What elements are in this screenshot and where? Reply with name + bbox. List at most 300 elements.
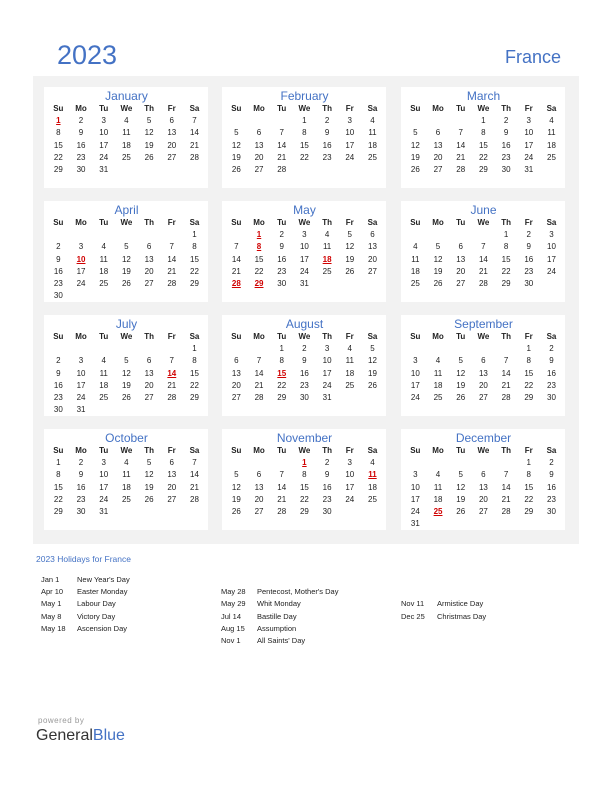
empty-cell	[293, 164, 316, 176]
week-row	[225, 254, 384, 266]
day-cell: 12	[456, 482, 466, 492]
country-title: France	[504, 47, 561, 67]
day-cell: 22	[501, 266, 511, 276]
month-july	[44, 315, 208, 416]
day-cell: 31	[76, 405, 86, 415]
empty-cell	[248, 115, 271, 127]
day-cell: 1	[503, 230, 509, 240]
weekday-label: Th	[501, 218, 511, 227]
day-cell: 21	[277, 152, 287, 162]
month-name: May	[293, 203, 316, 217]
day-cell: 16	[322, 140, 332, 150]
day-cell: 7	[279, 128, 284, 138]
holiday-date: Nov 11	[401, 599, 425, 609]
week-row	[225, 127, 384, 139]
week-row	[47, 404, 206, 416]
day-cell: 12	[144, 128, 154, 138]
week-row	[404, 115, 563, 127]
day-cell: 11	[322, 242, 332, 252]
weekday-label: Mo	[432, 332, 444, 341]
day-cell: 12	[144, 470, 154, 480]
day-cell: 24	[345, 494, 355, 504]
day-cell: 20	[478, 380, 488, 390]
holiday-row	[221, 635, 338, 647]
day-cell: 2	[526, 230, 531, 240]
day-cell: 25	[410, 278, 420, 288]
day-cell: 4	[413, 242, 418, 252]
day-cell: 7	[192, 458, 197, 468]
day-cell: 27	[368, 266, 377, 276]
weekday-header	[404, 331, 563, 343]
empty-cell	[160, 290, 183, 302]
day-cell: 27	[433, 164, 443, 174]
weekday-label: Su	[53, 218, 64, 227]
empty-cell	[270, 115, 293, 127]
weekday-label: Mo	[253, 332, 265, 341]
day-cell: 30	[76, 164, 86, 174]
day-cell: 11	[122, 128, 131, 138]
weekday-label: Th	[501, 104, 511, 113]
day-cell: 10	[410, 368, 420, 378]
day-cell: 20	[456, 266, 466, 276]
weekday-label: Th	[322, 332, 332, 341]
holiday-name: Ascension Day	[77, 623, 128, 633]
holiday-day: 10	[76, 254, 86, 264]
day-cell: 7	[503, 356, 509, 366]
day-cell: 28	[501, 392, 511, 402]
day-cell: 22	[478, 152, 488, 162]
weekday-label: Su	[410, 446, 421, 455]
empty-cell	[338, 506, 361, 518]
day-cell: 8	[56, 470, 61, 480]
day-cell: 12	[231, 140, 241, 150]
empty-cell	[404, 115, 427, 127]
week-row	[225, 506, 384, 518]
holiday-column	[221, 586, 338, 647]
empty-cell	[115, 229, 138, 241]
weekday-label: Mo	[75, 218, 87, 227]
day-cell: 10	[99, 128, 109, 138]
empty-cell	[183, 290, 206, 302]
day-cell: 5	[124, 242, 129, 252]
day-cell: 10	[322, 356, 332, 366]
day-cell: 21	[190, 482, 199, 492]
day-cell: 24	[410, 392, 420, 402]
week-row	[404, 482, 563, 494]
empty-cell	[115, 290, 138, 302]
day-cell: 11	[99, 254, 108, 264]
day-cell: 17	[76, 380, 86, 390]
day-cell: 31	[299, 278, 309, 288]
day-cell: 28	[277, 164, 287, 174]
day-cell: 26	[121, 392, 131, 402]
day-cell: 24	[76, 392, 86, 402]
day-cell: 18	[433, 494, 443, 504]
holiday-row	[221, 598, 338, 610]
week-row	[225, 241, 384, 253]
day-cell: 26	[231, 164, 241, 174]
day-cell: 27	[254, 506, 264, 516]
day-cell: 19	[456, 380, 466, 390]
empty-cell	[115, 164, 138, 176]
weekday-label: Th	[501, 446, 511, 455]
month-september	[401, 315, 565, 416]
holiday-date: Nov 1	[221, 635, 241, 645]
holiday-date: Jul 14	[221, 611, 242, 621]
week-row	[404, 229, 563, 241]
day-cell: 29	[53, 506, 63, 516]
day-cell: 11	[411, 254, 420, 264]
month-name: January	[105, 89, 148, 103]
day-cell: 6	[169, 458, 174, 468]
day-cell: 20	[231, 380, 241, 390]
week-row	[225, 229, 384, 241]
holiday-day: 28	[231, 278, 241, 288]
weekday-label: Mo	[432, 104, 444, 113]
holiday-date: May 1	[41, 599, 62, 609]
weekday-header	[225, 217, 384, 229]
day-cell: 2	[56, 242, 61, 252]
day-cell: 14	[167, 254, 177, 264]
weekday-label: Tu	[99, 104, 109, 113]
day-cell: 6	[146, 242, 152, 252]
day-cell: 3	[78, 356, 84, 366]
day-cell: 16	[547, 482, 556, 492]
holiday-column	[41, 574, 130, 635]
holiday-date: Dec 25	[401, 611, 425, 621]
day-cell: 4	[549, 116, 554, 126]
weekday-label: Mo	[253, 218, 265, 227]
month-name: July	[115, 317, 138, 331]
day-cell: 24	[76, 278, 86, 288]
weekday-label: We	[477, 218, 490, 227]
day-cell: 10	[547, 242, 556, 252]
day-cell: 16	[277, 254, 287, 264]
day-cell: 6	[234, 356, 239, 366]
day-cell: 11	[547, 128, 556, 138]
day-cell: 6	[146, 356, 152, 366]
day-cell: 4	[101, 242, 106, 252]
week-row	[225, 469, 384, 481]
day-cell: 12	[368, 356, 377, 366]
weekday-label: We	[477, 104, 490, 113]
day-cell: 26	[144, 152, 154, 162]
day-cell: 10	[345, 128, 355, 138]
empty-cell	[270, 457, 293, 469]
day-cell: 10	[524, 128, 534, 138]
day-cell: 16	[76, 140, 86, 150]
day-cell: 21	[190, 140, 199, 150]
month-april	[44, 201, 208, 302]
weekday-label: Tu	[277, 218, 287, 227]
day-cell: 9	[56, 368, 61, 378]
holiday-day: 1	[302, 458, 307, 468]
day-cell: 3	[347, 458, 352, 468]
weekday-label: We	[477, 446, 490, 455]
day-cell: 12	[345, 242, 355, 252]
month-december	[401, 429, 565, 530]
day-cell: 21	[167, 380, 177, 390]
weekday-label: Su	[231, 332, 242, 341]
day-cell: 23	[277, 266, 287, 276]
day-cell: 9	[324, 470, 330, 480]
day-cell: 24	[547, 266, 556, 276]
weekday-label: We	[477, 332, 490, 341]
holiday-day: 18	[322, 254, 332, 264]
month-name: December	[455, 431, 512, 445]
brand-logo[interactable]	[36, 727, 125, 745]
empty-cell	[361, 278, 384, 290]
day-cell: 1	[302, 116, 307, 126]
empty-cell	[47, 343, 70, 355]
holiday-day: 15	[277, 368, 287, 378]
week-row	[47, 164, 206, 176]
weekday-label: We	[120, 104, 133, 113]
empty-cell	[225, 229, 248, 241]
day-cell: 30	[299, 392, 309, 402]
week-row	[404, 140, 563, 152]
holiday-date: Aug 15	[221, 623, 245, 633]
day-cell: 18	[368, 140, 377, 150]
week-row	[225, 152, 384, 164]
weekday-label: Fr	[167, 446, 176, 455]
holiday-row	[41, 623, 130, 635]
day-cell: 11	[433, 482, 443, 492]
day-cell: 2	[56, 356, 61, 366]
holiday-name: Armistice Day	[437, 599, 484, 609]
empty-cell	[472, 457, 495, 469]
day-cell: 3	[413, 356, 418, 366]
empty-cell	[338, 164, 361, 176]
empty-cell	[361, 164, 384, 176]
week-row	[47, 254, 206, 266]
week-row	[47, 457, 206, 469]
day-cell: 15	[254, 254, 264, 264]
day-cell: 18	[99, 380, 109, 390]
day-cell: 25	[121, 152, 131, 162]
weekday-label: Sa	[546, 104, 557, 113]
weekday-label: Th	[144, 446, 154, 455]
day-cell: 30	[322, 506, 332, 516]
day-cell: 23	[76, 152, 86, 162]
day-cell: 19	[231, 152, 241, 162]
day-cell: 31	[99, 164, 109, 174]
day-cell: 11	[122, 470, 131, 480]
day-cell: 28	[254, 392, 264, 402]
holiday-column	[401, 598, 486, 622]
day-cell: 7	[192, 116, 197, 126]
day-cell: 2	[78, 116, 84, 126]
day-cell: 17	[345, 482, 355, 492]
day-cell: 26	[456, 392, 466, 402]
day-cell: 22	[299, 494, 309, 504]
week-row	[47, 229, 206, 241]
week-row	[47, 355, 206, 367]
day-cell: 21	[456, 152, 466, 162]
day-cell: 3	[549, 230, 554, 240]
day-cell: 30	[277, 278, 287, 288]
month-name: June	[470, 203, 497, 217]
month-may	[222, 201, 386, 302]
day-cell: 5	[347, 230, 352, 240]
day-cell: 21	[501, 380, 511, 390]
day-cell: 4	[124, 458, 129, 468]
day-cell: 5	[370, 344, 375, 354]
holiday-date: Apr 10	[41, 587, 64, 597]
day-cell: 20	[167, 482, 177, 492]
day-cell: 13	[231, 368, 241, 378]
day-cell: 14	[254, 368, 264, 378]
day-cell: 23	[53, 278, 63, 288]
empty-cell	[183, 164, 206, 176]
day-cell: 22	[190, 380, 199, 390]
month-january	[44, 87, 208, 188]
empty-cell	[92, 404, 115, 416]
day-cell: 25	[547, 152, 556, 162]
day-cell: 30	[53, 291, 63, 301]
weekday-label: Sa	[367, 332, 378, 341]
weekday-label: We	[120, 332, 133, 341]
day-cell: 12	[456, 368, 466, 378]
weekday-label: Sa	[189, 446, 200, 455]
weekday-label: Fr	[524, 104, 533, 113]
weekday-label: Fr	[524, 218, 533, 227]
day-cell: 17	[410, 380, 420, 390]
holiday-date: May 8	[41, 611, 62, 621]
empty-cell	[248, 457, 271, 469]
day-cell: 24	[524, 152, 534, 162]
day-cell: 29	[277, 392, 287, 402]
weekday-label: Th	[322, 218, 332, 227]
weekday-label: Fr	[524, 332, 533, 341]
day-cell: 8	[192, 242, 197, 252]
day-cell: 15	[478, 140, 488, 150]
day-cell: 6	[481, 356, 486, 366]
day-cell: 26	[121, 278, 131, 288]
empty-cell	[183, 404, 206, 416]
empty-cell	[248, 343, 271, 355]
day-cell: 24	[99, 152, 109, 162]
week-row	[404, 164, 563, 176]
day-cell: 14	[456, 140, 466, 150]
day-cell: 27	[144, 392, 154, 402]
week-row	[404, 392, 563, 404]
day-cell: 29	[501, 278, 511, 288]
day-cell: 8	[302, 470, 307, 480]
day-cell: 6	[169, 116, 174, 126]
day-cell: 16	[322, 482, 332, 492]
day-cell: 2	[503, 116, 509, 126]
day-cell: 8	[302, 128, 307, 138]
day-cell: 4	[435, 470, 441, 480]
day-cell: 20	[254, 494, 264, 504]
day-cell: 1	[56, 458, 61, 468]
weekday-label: Tu	[277, 104, 287, 113]
holiday-row	[41, 574, 130, 586]
week-row	[225, 482, 384, 494]
day-cell: 30	[53, 405, 63, 415]
day-cell: 20	[254, 152, 264, 162]
day-cell: 4	[435, 356, 441, 366]
weekday-label: Tu	[456, 104, 466, 113]
month-november	[222, 429, 386, 530]
day-cell: 10	[99, 470, 109, 480]
weekday-label: Sa	[189, 332, 200, 341]
holiday-row	[401, 611, 486, 623]
week-row	[225, 392, 384, 404]
weekday-label: Mo	[432, 446, 444, 455]
holiday-row	[41, 611, 130, 623]
empty-cell	[427, 229, 450, 241]
week-row	[404, 380, 563, 392]
weekday-label: Fr	[345, 218, 354, 227]
day-cell: 2	[324, 116, 330, 126]
weekday-label: Fr	[167, 104, 176, 113]
day-cell: 6	[370, 230, 375, 240]
day-cell: 9	[78, 470, 84, 480]
day-cell: 17	[524, 140, 534, 150]
day-cell: 15	[190, 368, 199, 378]
empty-cell	[138, 404, 161, 416]
holiday-row	[41, 598, 130, 610]
empty-cell	[138, 506, 161, 518]
day-cell: 15	[524, 482, 534, 492]
empty-cell	[160, 404, 183, 416]
day-cell: 22	[53, 152, 63, 162]
holiday-row	[221, 623, 338, 635]
day-cell: 17	[345, 140, 355, 150]
day-cell: 8	[526, 470, 531, 480]
week-row	[47, 343, 206, 355]
weekday-label: Fr	[345, 104, 354, 113]
weekday-header	[47, 331, 206, 343]
day-cell: 19	[410, 152, 420, 162]
day-cell: 1	[526, 458, 531, 468]
weekday-header	[225, 103, 384, 115]
day-cell: 5	[435, 242, 441, 252]
weekday-label: Th	[322, 446, 332, 455]
week-row	[404, 343, 563, 355]
day-cell: 2	[549, 344, 554, 354]
day-cell: 29	[478, 164, 488, 174]
holiday-day: 29	[254, 278, 264, 288]
day-cell: 23	[501, 152, 511, 162]
day-cell: 21	[231, 266, 241, 276]
holiday-name: Labour Day	[77, 599, 116, 609]
week-row	[225, 494, 384, 506]
day-cell: 27	[478, 506, 488, 516]
empty-cell	[316, 164, 339, 176]
day-cell: 31	[322, 392, 332, 402]
day-cell: 27	[167, 152, 177, 162]
day-cell: 22	[524, 494, 534, 504]
weekday-label: Su	[53, 104, 64, 113]
day-cell: 15	[53, 482, 63, 492]
month-name: August	[285, 317, 324, 331]
week-row	[47, 506, 206, 518]
week-row	[225, 140, 384, 152]
day-cell: 8	[503, 242, 509, 252]
day-cell: 29	[299, 506, 309, 516]
empty-cell	[92, 290, 115, 302]
day-cell: 25	[433, 392, 443, 402]
day-cell: 18	[121, 140, 131, 150]
empty-cell	[183, 506, 206, 518]
day-cell: 16	[53, 380, 63, 390]
weekday-label: We	[298, 218, 311, 227]
holiday-name: Whit Monday	[257, 599, 301, 609]
empty-cell	[316, 278, 339, 290]
